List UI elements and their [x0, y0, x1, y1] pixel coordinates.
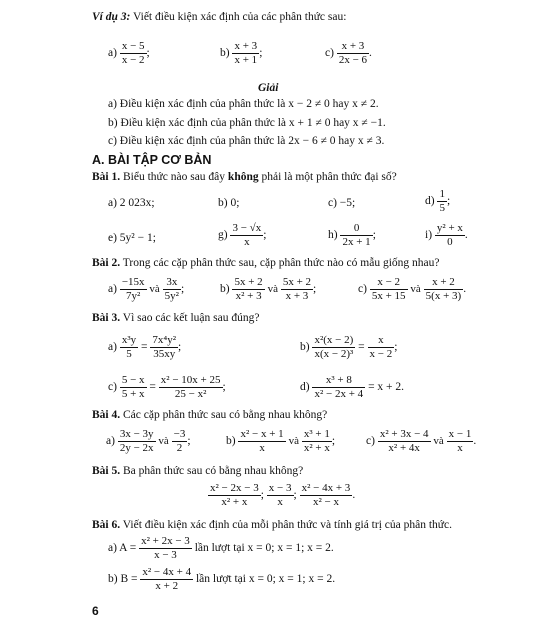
punct: ; [146, 47, 150, 60]
punct: ; [180, 283, 185, 296]
numerator: x³y [121, 334, 137, 346]
example-title: Ví dụ 3: [92, 11, 131, 23]
punct: . [464, 229, 468, 242]
example-item-a [108, 40, 150, 67]
question-text: Viết điều kiện xác định của mỗi phân thức và tính giá trị của phân thức. [120, 519, 452, 531]
numerator: x² − 4x + 3 [301, 482, 351, 494]
fraction [340, 222, 372, 249]
denominator: 5 [126, 348, 132, 360]
bai2-question [92, 256, 440, 270]
denominator: x² − x [312, 496, 339, 508]
punct: ; [263, 229, 267, 242]
conjunction: và [288, 435, 299, 448]
bai2-b [220, 276, 316, 303]
bai4-label: Bài 4. [92, 409, 121, 421]
punct: ; [222, 381, 226, 394]
fraction [312, 334, 355, 361]
numerator: x² + 3x − 4 [379, 428, 429, 440]
bai1-g [218, 222, 266, 249]
fraction [302, 428, 332, 455]
question-text: Vì sao các kết luận sau đúng? [120, 312, 260, 324]
numerator: 5x + 2 [282, 276, 312, 288]
fraction [378, 428, 431, 455]
fraction [172, 428, 191, 455]
fraction [232, 276, 264, 303]
bai1-e: e) 5y² − 1; [108, 232, 156, 244]
item-label: h) [328, 229, 338, 242]
bai4-b [226, 428, 335, 455]
punct: ; [331, 435, 336, 448]
fraction [120, 374, 147, 401]
equals: = [141, 341, 148, 354]
item-label: c) [325, 47, 334, 60]
separator: ; [260, 489, 264, 502]
numerator: 5 − x [121, 374, 145, 386]
fraction [337, 40, 369, 67]
punct: ; [394, 341, 398, 354]
numerator: x² + 2x − 3 [141, 535, 190, 547]
bai5-label: Bài 5. [92, 465, 121, 477]
bai1-question [92, 170, 397, 184]
fraction [281, 276, 313, 303]
fraction [150, 334, 178, 361]
bai1-label: Bài 1. [92, 171, 121, 183]
denominator: x [244, 236, 250, 248]
numerator: x² − x + 1 [240, 428, 284, 440]
equals: = [358, 341, 365, 354]
numerator: x³ + 8 [312, 374, 365, 388]
denominator: x + 1 [234, 54, 258, 66]
denominator: x(x − 2)³ [314, 348, 354, 360]
denominator: 7y² [126, 290, 141, 302]
fraction [139, 535, 192, 562]
numerator: x [368, 334, 395, 348]
denominator: 2y − 2x [119, 442, 154, 454]
fraction [370, 276, 408, 303]
fraction [118, 428, 156, 455]
denominator: 2 [176, 442, 183, 454]
item-text: lần lượt tại x = 0; x = 1; x = 2. [193, 573, 336, 586]
numerator: x − 1 [448, 428, 472, 440]
bai5-question [92, 464, 303, 478]
punct: . [369, 47, 372, 60]
item-label: a) [108, 283, 117, 296]
conjunction: và [267, 283, 278, 296]
denominator: x² + 3 [235, 290, 262, 302]
fraction [120, 40, 147, 67]
fraction [163, 276, 181, 303]
item-label: a) [108, 47, 117, 60]
conjunction: và [149, 283, 160, 296]
item-label: b) [220, 47, 230, 60]
solution-b: b) Điều kiện xác định của phân thức là x + 1 ≠ 0 hay x ≠ −1. [108, 117, 386, 129]
numerator: x − 2 [370, 276, 408, 290]
numerator: 5x + 2 [234, 276, 263, 288]
fraction [435, 222, 465, 249]
numerator: x²(x − 2) [314, 334, 354, 346]
page-number: 6 [92, 604, 99, 618]
denominator: x + 3 [285, 290, 309, 302]
conjunction: và [433, 435, 444, 448]
section-title: A. BÀI TẬP CƠ BẢN [92, 153, 212, 167]
numerator: x³ + 1 [303, 428, 330, 440]
bai6-a [108, 535, 334, 562]
denominator: 0 [447, 236, 453, 248]
question-text: Trong các cặp phân thức sau, cặp phân thức nào có mẫu giống nhau? [120, 257, 440, 269]
bai3-question [92, 311, 259, 325]
denominator: 2x + 1 [342, 236, 371, 248]
denominator: x [259, 442, 265, 454]
numerator: 7x⁴y² [152, 334, 177, 346]
fraction [312, 374, 365, 401]
numerator: x + 2 [424, 276, 464, 290]
bai5-fractions [208, 482, 355, 509]
denominator: x − 3 [154, 549, 177, 561]
numerator: 3x [163, 276, 181, 290]
solution-a: a) Điều kiện xác định của phân thức là x − 2 ≠ 0 hay x ≠ 2. [108, 98, 379, 110]
fraction [230, 222, 263, 249]
denominator: x [457, 442, 463, 454]
bai4-a [106, 428, 191, 455]
fraction [120, 334, 138, 361]
numerator: 0 [340, 222, 372, 236]
item-label: b) B = [108, 573, 138, 586]
bai6-question [92, 518, 452, 532]
denominator: x [277, 496, 283, 508]
punct: . [463, 283, 467, 296]
item-label: i) [425, 229, 433, 242]
punct: ; [259, 47, 263, 60]
question-text: Ba phân thức sau có bằng nhau không? [120, 465, 304, 477]
question-text: phải là một phân thức đại số? [258, 171, 397, 183]
bai6-b [108, 566, 335, 593]
fraction [208, 482, 261, 509]
denominator: 5 + x [121, 388, 145, 400]
numerator: x − 5 [121, 40, 145, 52]
numerator: x − 3 [268, 482, 292, 494]
numerator: x + 3 [234, 40, 258, 52]
fraction [368, 334, 398, 361]
bai3-label: Bài 3. [92, 312, 121, 324]
item-label: a) A = [108, 542, 137, 555]
bai1-b: b) 0; [218, 197, 240, 209]
item-text: lần lượt tại x = 0; x = 1; x = 2. [191, 542, 334, 555]
solution-c: c) Điều kiện xác định của phân thức là 2x − 6 ≠ 0 hay x ≠ 3. [108, 135, 385, 147]
punct: ; [187, 435, 191, 448]
denominator: x − 2 [121, 54, 145, 66]
denominator: 2x − 6 [338, 54, 368, 66]
item-label: c) [108, 381, 117, 394]
numerator: y² + x [436, 222, 463, 234]
numerator: x² − 4x + 4 [142, 566, 192, 578]
numerator: −15x [121, 276, 145, 288]
numerator: x² − 10x + 25 [160, 374, 221, 386]
example-text: Viết điều kiện xác định của các phân thức sau: [130, 11, 347, 23]
item-label: g) [218, 229, 228, 242]
denominator: 25 − x² [174, 388, 207, 400]
punct: ; [178, 341, 182, 354]
equals: = [149, 381, 156, 394]
fraction [424, 276, 467, 303]
fraction [300, 482, 356, 509]
example-item-c [325, 40, 372, 67]
numerator: 3x − 3y [119, 428, 154, 440]
bai3-c [108, 374, 226, 401]
fraction [238, 428, 285, 455]
item-label: b) [300, 341, 310, 354]
fraction [267, 482, 294, 509]
bai1-h [328, 222, 376, 249]
denominator: 5 [439, 202, 445, 214]
fraction [120, 276, 147, 303]
denominator: x² + x [303, 442, 330, 454]
denominator: 35xy [153, 348, 176, 360]
punct: ; [313, 283, 317, 296]
bai4-question [92, 408, 327, 422]
bai2-c [358, 276, 466, 303]
conjunction: và [410, 283, 421, 296]
item-label: d) [425, 195, 435, 208]
denominator: x − 2 [369, 348, 393, 360]
emphasis: không [227, 171, 259, 183]
denominator: x + 2 [155, 580, 179, 592]
item-label: a) [108, 341, 117, 354]
punct: . [473, 435, 477, 448]
punct: . [352, 489, 356, 502]
denominator: 5y² [164, 290, 179, 302]
item-label: c) [366, 435, 375, 448]
item-label: b) [226, 435, 236, 448]
question-text: Các cặp phân thức sau có bằng nhau không? [120, 409, 328, 421]
solution-title: Giải [258, 82, 279, 94]
punct: ; [372, 229, 376, 242]
numerator: −3 [173, 428, 186, 440]
item-label: d) [300, 381, 310, 394]
item-label: b) [220, 283, 230, 296]
numerator: 1 [439, 188, 445, 200]
bai2-a [108, 276, 184, 303]
fraction [447, 428, 477, 455]
bai1-a: a) 2 023x; [108, 197, 155, 209]
denominator: x² + x [221, 496, 248, 508]
fraction [232, 40, 259, 67]
question-text: Biểu thức nào sau đây [120, 171, 228, 183]
bai1-d [425, 188, 450, 215]
denominator: 5(x + 3) [425, 290, 462, 302]
bai3-b [300, 334, 397, 361]
item-label: c) [358, 283, 367, 296]
bai4-c [366, 428, 476, 455]
bai2-label: Bài 2. [92, 257, 121, 269]
fraction [159, 374, 223, 401]
denominator: x² + 4x [388, 442, 420, 454]
punct: ; [446, 195, 451, 208]
bai1-c: c) −5; [328, 197, 356, 209]
numerator: 3 − √x [232, 222, 262, 234]
punct: = x + 2. [365, 381, 405, 394]
denominator: 5x + 15 [371, 290, 406, 302]
example-item-b [220, 40, 262, 67]
numerator: x + 3 [337, 40, 369, 54]
example-header [92, 10, 346, 24]
fraction [437, 188, 447, 215]
bai3-d [300, 374, 404, 401]
denominator: x² − 2x + 4 [314, 388, 364, 400]
bai6-label: Bài 6. [92, 519, 121, 531]
item-label: a) [106, 435, 115, 448]
separator: ; [293, 489, 297, 502]
numerator: x² − 2x − 3 [210, 482, 259, 494]
bai3-a [108, 334, 181, 361]
conjunction: và [158, 435, 169, 448]
fraction [140, 566, 193, 593]
bai1-i [425, 222, 468, 249]
